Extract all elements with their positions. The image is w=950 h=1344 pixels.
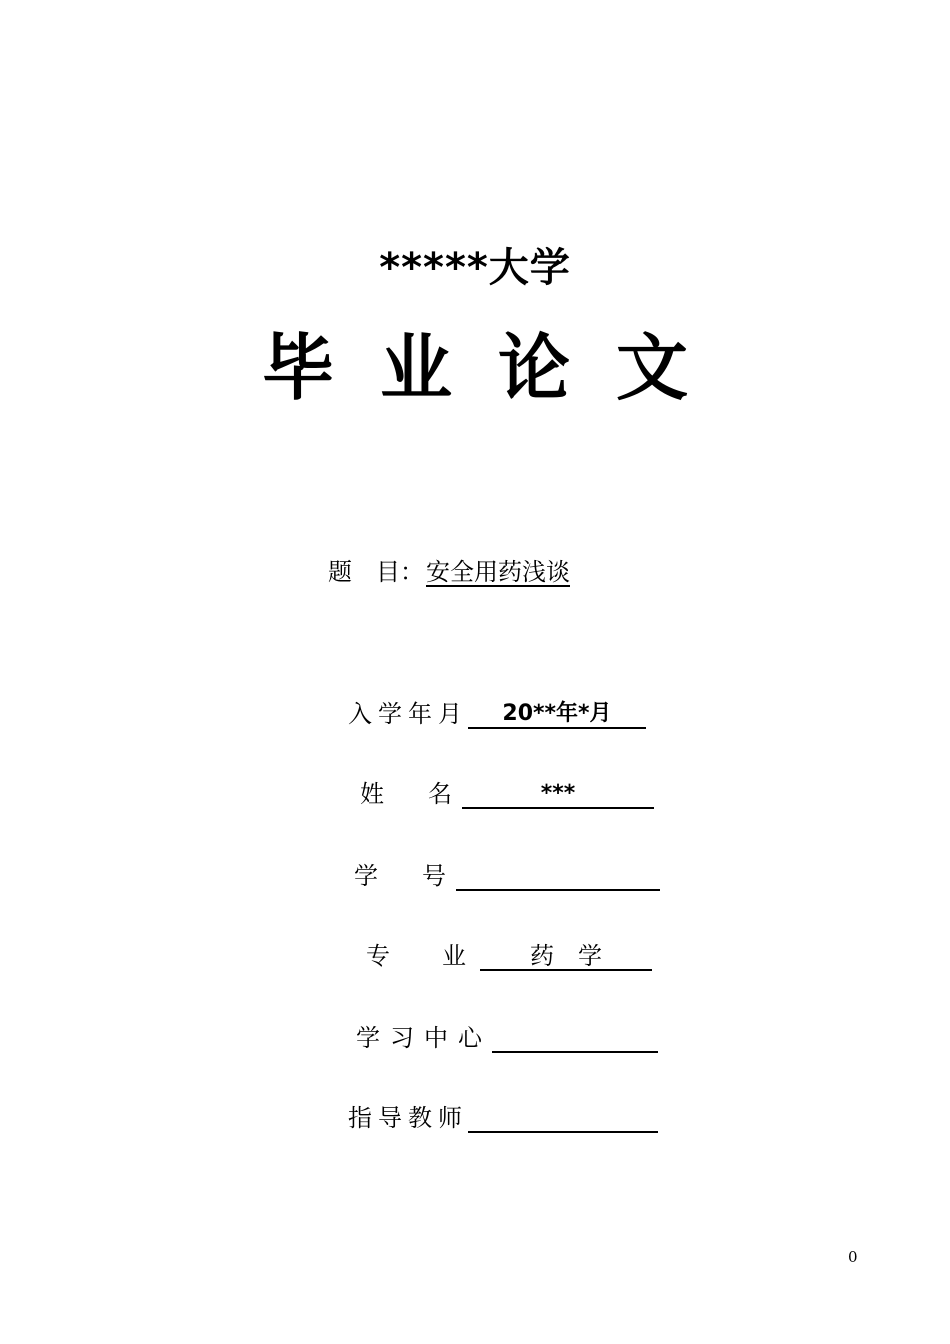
- study-center-value: [492, 1025, 658, 1053]
- major-label: 专 业: [366, 942, 480, 970]
- thesis-title-row: [328, 552, 572, 587]
- student-id-field: [354, 856, 660, 891]
- page-number: 0: [848, 1248, 858, 1266]
- name-value: ***: [462, 781, 654, 809]
- major-field: [366, 936, 652, 971]
- document-type-heading: 毕业论文: [261, 326, 734, 410]
- name-field: [360, 774, 654, 809]
- advisor-value: [468, 1105, 658, 1133]
- study-center-field: [356, 1018, 658, 1053]
- major-value: 药 学: [480, 943, 652, 971]
- student-id-label: 学 号: [354, 862, 456, 890]
- enrollment-value: 20**年*月: [468, 701, 646, 729]
- student-id-value: [456, 863, 660, 891]
- enrollment-field: [348, 694, 646, 729]
- thesis-title-value: 安全用药浅谈: [426, 558, 570, 586]
- advisor-field: [348, 1098, 658, 1133]
- enrollment-label: 入学年月: [348, 700, 468, 728]
- thesis-title-label: 题 目：: [328, 558, 424, 586]
- name-label: 姓 名: [360, 780, 462, 808]
- university-name: *****大学: [379, 245, 571, 291]
- advisor-label: 指导教师: [348, 1104, 468, 1132]
- study-center-label: 学习中心: [356, 1024, 492, 1052]
